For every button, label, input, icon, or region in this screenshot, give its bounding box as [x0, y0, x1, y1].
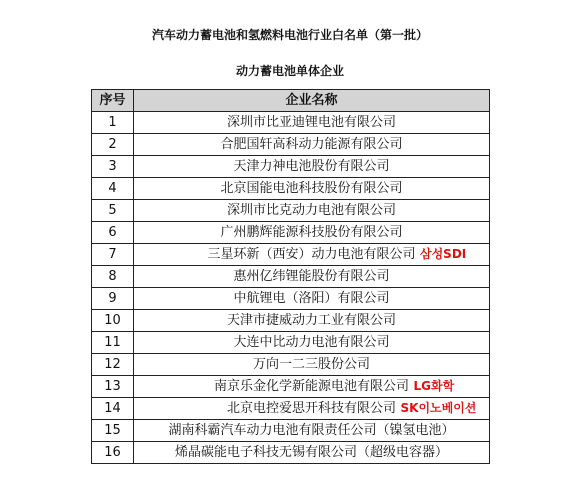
- company-name-text: 深圳市比亚迪锂电池有限公司: [226, 115, 396, 130]
- row-number: 11: [92, 332, 134, 354]
- row-number: 5: [92, 200, 134, 222]
- korean-company-annotation: LG화학: [413, 379, 455, 393]
- row-number: 1: [92, 112, 134, 134]
- row-number: 15: [92, 420, 134, 442]
- row-number: 13: [92, 376, 134, 398]
- company-name-text: 湖南科霸汽车动力电池有限责任公司（镍氢电池）: [168, 423, 455, 438]
- company-table: [91, 89, 490, 464]
- row-company-name: [134, 354, 490, 376]
- document-subtitle: 动力蓄电池单体企业: [235, 64, 344, 78]
- row-number: 10: [92, 310, 134, 332]
- table-row: [92, 244, 490, 266]
- row-company-name: [134, 332, 490, 354]
- table-row: [92, 310, 490, 332]
- table-row: [92, 398, 490, 420]
- table-row: [92, 332, 490, 354]
- company-name-text: 中航锂电（洛阳）有限公司: [233, 291, 390, 306]
- company-name-text: 北京国能电池科技股份有限公司: [220, 181, 403, 196]
- company-name-text: 广州鹏辉能源科技股份有限公司: [220, 225, 403, 240]
- table-row: [92, 200, 490, 222]
- row-company-name: [134, 442, 490, 464]
- company-name-text: 惠州亿纬锂能股份有限公司: [233, 269, 390, 284]
- row-company-name: [134, 266, 490, 288]
- row-number: 7: [92, 244, 134, 266]
- row-number: 9: [92, 288, 134, 310]
- row-company-name: [134, 398, 490, 420]
- row-company-name: [134, 288, 490, 310]
- table-row: [92, 354, 490, 376]
- table-row: [92, 266, 490, 288]
- row-company-name: [134, 134, 490, 156]
- row-number: 6: [92, 222, 134, 244]
- table-row: [92, 376, 490, 398]
- table-row: [92, 134, 490, 156]
- row-number: 12: [92, 354, 134, 376]
- company-name-text: 烯晶碳能电子科技无锡有限公司（超级电容器）: [174, 445, 448, 460]
- company-name-text: 南京乐金化学新能源电池有限公司: [213, 379, 409, 394]
- company-name-text: 万向一二三股份公司: [252, 357, 370, 372]
- row-number: 14: [92, 398, 134, 420]
- document-title: 汽车动力蓄电池和氢燃料电池行业白名单（第一批）: [151, 28, 428, 42]
- table-row: [92, 156, 490, 178]
- row-company-name: [134, 156, 490, 178]
- table-body: [92, 112, 490, 464]
- row-company-name: [134, 376, 490, 398]
- row-company-name: [134, 178, 490, 200]
- table-row: [92, 420, 490, 442]
- row-company-name: [134, 244, 490, 266]
- table-row: [92, 222, 490, 244]
- header-number: 序号: [92, 90, 134, 112]
- row-company-name: [134, 112, 490, 134]
- table-row: [92, 442, 490, 464]
- table-row: [92, 288, 490, 310]
- company-name-text: 天津市捷威动力工业有限公司: [226, 313, 396, 328]
- row-company-name: [134, 420, 490, 442]
- company-name-text: 三星环新（西安）动力电池有限公司: [207, 247, 416, 262]
- korean-company-annotation: SK이노베이션: [400, 401, 477, 415]
- company-name-text: 大连中比动力电池有限公司: [233, 335, 390, 350]
- header-company-name: 企业名称: [134, 90, 490, 112]
- row-number: 4: [92, 178, 134, 200]
- row-company-name: [134, 222, 490, 244]
- row-number: 8: [92, 266, 134, 288]
- row-number: 16: [92, 442, 134, 464]
- company-name-text: 合肥国轩高科动力能源有限公司: [220, 137, 403, 152]
- row-company-name: [134, 200, 490, 222]
- row-number: 2: [92, 134, 134, 156]
- table-header-row: [92, 90, 490, 112]
- row-company-name: [134, 310, 490, 332]
- korean-company-annotation: 삼성SDI: [420, 247, 467, 261]
- table-row: [92, 112, 490, 134]
- company-name-text: 天津力神电池股份有限公司: [233, 159, 390, 174]
- company-name-text: 深圳市比克动力电池有限公司: [226, 203, 396, 218]
- row-number: 3: [92, 156, 134, 178]
- table-row: [92, 178, 490, 200]
- company-name-text: 北京电控爱思开科技有限公司: [226, 401, 396, 416]
